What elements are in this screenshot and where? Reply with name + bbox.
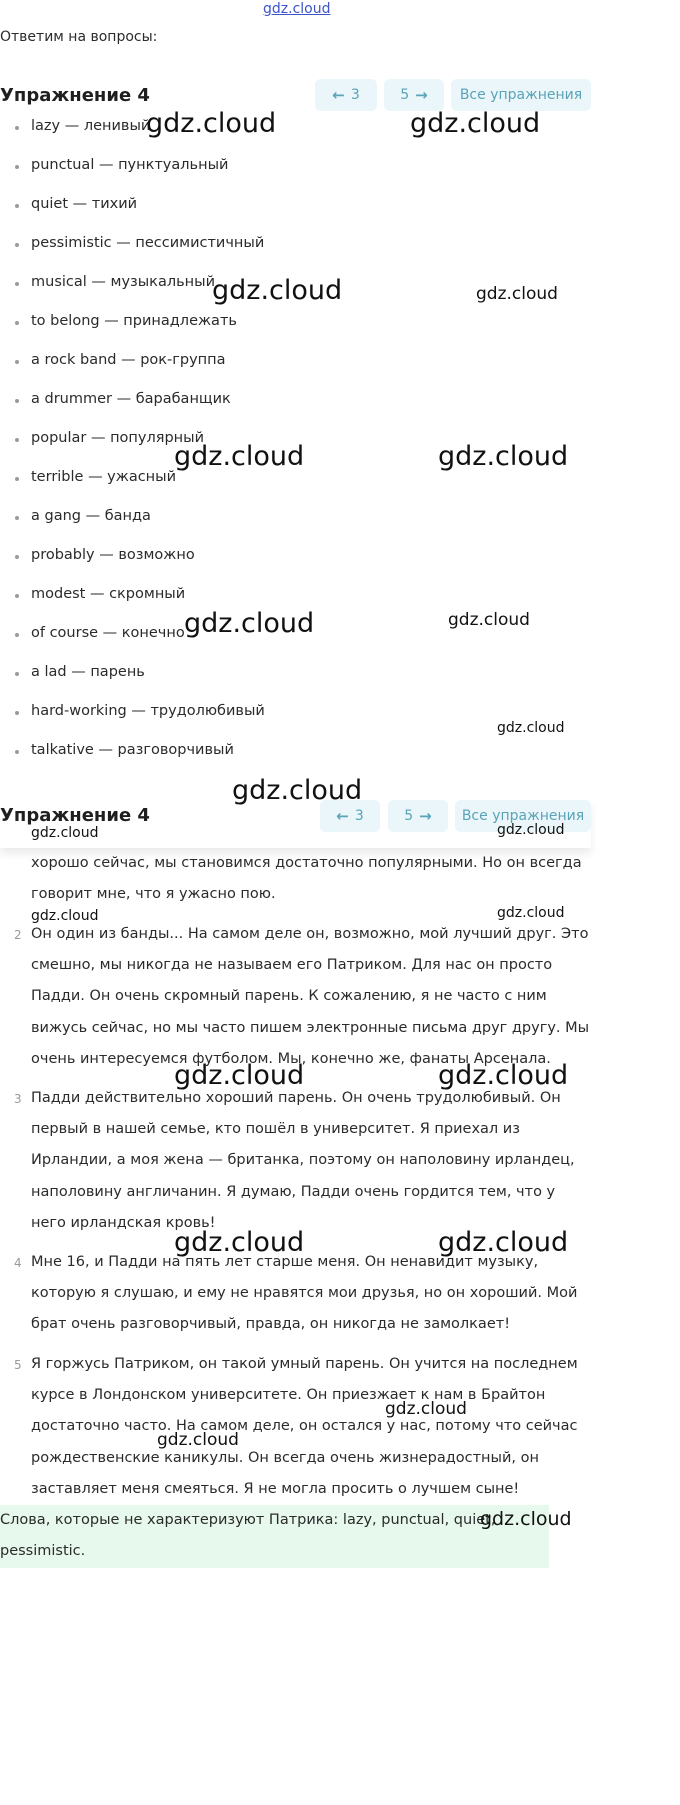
watermark: gdz.cloud: [184, 608, 315, 639]
watermark: gdz.cloud: [497, 905, 565, 921]
vocabulary-item: modest — скромный: [0, 582, 591, 621]
translation-paragraph-1-tail: хорошо сейчас, мы становимся достаточно популярными. Но он всегда говорит мне, что я ужасно пою.: [31, 855, 582, 903]
watermark: gdz.cloud: [232, 775, 363, 806]
intro-text: Ответим на вопросы:: [0, 29, 158, 45]
watermark: gdz.cloud: [448, 610, 530, 630]
sticky-next-exercise-button[interactable]: [388, 800, 448, 832]
vocabulary-item: quiet — тихий: [0, 192, 591, 231]
next-exercise-label: 5: [400, 87, 410, 103]
watermark: gdz.cloud: [157, 1430, 239, 1450]
all-exercises-label: Все упражнения: [459, 87, 583, 103]
watermark: gdz.cloud: [410, 108, 541, 139]
site-link[interactable]: gdz.cloud: [263, 1, 331, 17]
translation-paragraph: Я горжусь Патриком, он такой умный парень. Он учится на последнем курсе в Лондонском университете. Он приезжает к нам в Брайтон достаточно часто. На самом деле, он остался у нас, потому что сейчас рождественские каникулы. Он всегда очень жизнерадостный, он заставляет меня смеяться. Я не могла просить о лучшем сыне!: [31, 1356, 578, 1497]
watermark: gdz.cloud: [31, 908, 99, 924]
vocabulary-item: lazy — ленивый: [0, 114, 591, 153]
prev-exercise-button[interactable]: [315, 79, 377, 111]
arrow-left-icon: ←: [332, 86, 345, 104]
sticky-prev-exercise-label: 3: [354, 808, 364, 824]
watermark: gdz.cloud: [476, 284, 558, 304]
vocabulary-item: probably — возможно: [0, 543, 591, 582]
vocabulary-item: a drummer — барабанщик: [0, 387, 591, 426]
watermark: gdz.cloud: [438, 441, 569, 472]
arrow-right-icon: →: [419, 807, 432, 825]
watermark: gdz.cloud: [31, 825, 99, 841]
conclusion-text: Слова, которые не характеризуют Патрика: lazy, punctual, quiet, pessimistic.: [0, 1512, 496, 1559]
arrow-right-icon: →: [415, 86, 428, 104]
sticky-exercise-title: Упражнение 4: [0, 805, 150, 826]
vocabulary-item: talkative — разговорчивый: [0, 738, 591, 777]
all-exercises-button[interactable]: [451, 79, 591, 111]
next-exercise-button[interactable]: [384, 79, 444, 111]
arrow-left-icon: ←: [336, 807, 349, 825]
vocabulary-item: popular — популярный: [0, 426, 591, 465]
watermark: gdz.cloud: [146, 108, 277, 139]
watermark: gdz.cloud: [480, 1508, 572, 1530]
vocabulary-item: a rock band — рок-группа: [0, 348, 591, 387]
vocabulary-item: a gang — банда: [0, 504, 591, 543]
vocabulary-item: hard-working — трудолюбивый: [0, 699, 591, 738]
vocabulary-item: of course — конечно: [0, 621, 591, 660]
translation-paragraph: Он один из банды... На самом деле он, возможно, мой лучший друг. Это смешно, мы никогда не называем его Патриком. Для нас он просто Падди. Он очень скромный парень. К сожалению, я не часто с ним вижусь сейчас, но мы часто пишем электронные письма друг другу. Мы очень интересуемся футболом. Мы, конечно же, фанаты Арсенала.: [31, 926, 590, 1067]
watermark: gdz.cloud: [438, 1060, 569, 1091]
vocabulary-item: to belong — принадлежать: [0, 309, 591, 348]
paragraph-number: 3: [14, 1092, 22, 1106]
watermark: gdz.cloud: [497, 822, 565, 838]
vocabulary-item: punctual — пунктуальный: [0, 153, 591, 192]
watermark: gdz.cloud: [385, 1399, 467, 1419]
watermark: gdz.cloud: [174, 1227, 305, 1258]
paragraph-number: 4: [14, 1256, 22, 1270]
vocabulary-item: musical — музыкальный: [0, 270, 591, 309]
translation-paragraph: Падди действительно хороший парень. Он очень трудолюбивый. Он первый в нашей семье, кто пошёл в университет. Я приехал из Ирландии, а моя жена — британка, поэтому он наполовину ирландец, наполовину англичанин. Я думаю, Падди очень гордится тем, что у него ирландская кровь!: [31, 1090, 575, 1231]
vocabulary-item: terrible — ужасный: [0, 465, 591, 504]
paragraph-number: 2: [14, 928, 22, 942]
watermark: gdz.cloud: [174, 441, 305, 472]
watermark: gdz.cloud: [438, 1227, 569, 1258]
watermark: gdz.cloud: [212, 275, 343, 306]
vocabulary-item: a lad — парень: [0, 660, 591, 699]
conclusion-box: [0, 1505, 549, 1568]
sticky-next-exercise-label: 5: [404, 808, 414, 824]
translation-paragraph: Мне 16, и Падди на пять лет старше меня. Он ненавидит музыку, которую я слушаю, и ему не нравятся мои друзья, но он хороший. Мой брат очень разговорчивый, правда, он никогда не замолкает!: [31, 1254, 578, 1333]
exercise-title: Упражнение 4: [0, 85, 150, 106]
paragraph-number: 5: [14, 1358, 22, 1372]
sticky-all-exercises-label: Все упражнения: [461, 808, 585, 824]
watermark: gdz.cloud: [497, 720, 565, 736]
watermark: gdz.cloud: [174, 1060, 305, 1091]
vocabulary-item: pessimistic — пессимистичный: [0, 231, 591, 270]
prev-exercise-label: 3: [350, 87, 360, 103]
